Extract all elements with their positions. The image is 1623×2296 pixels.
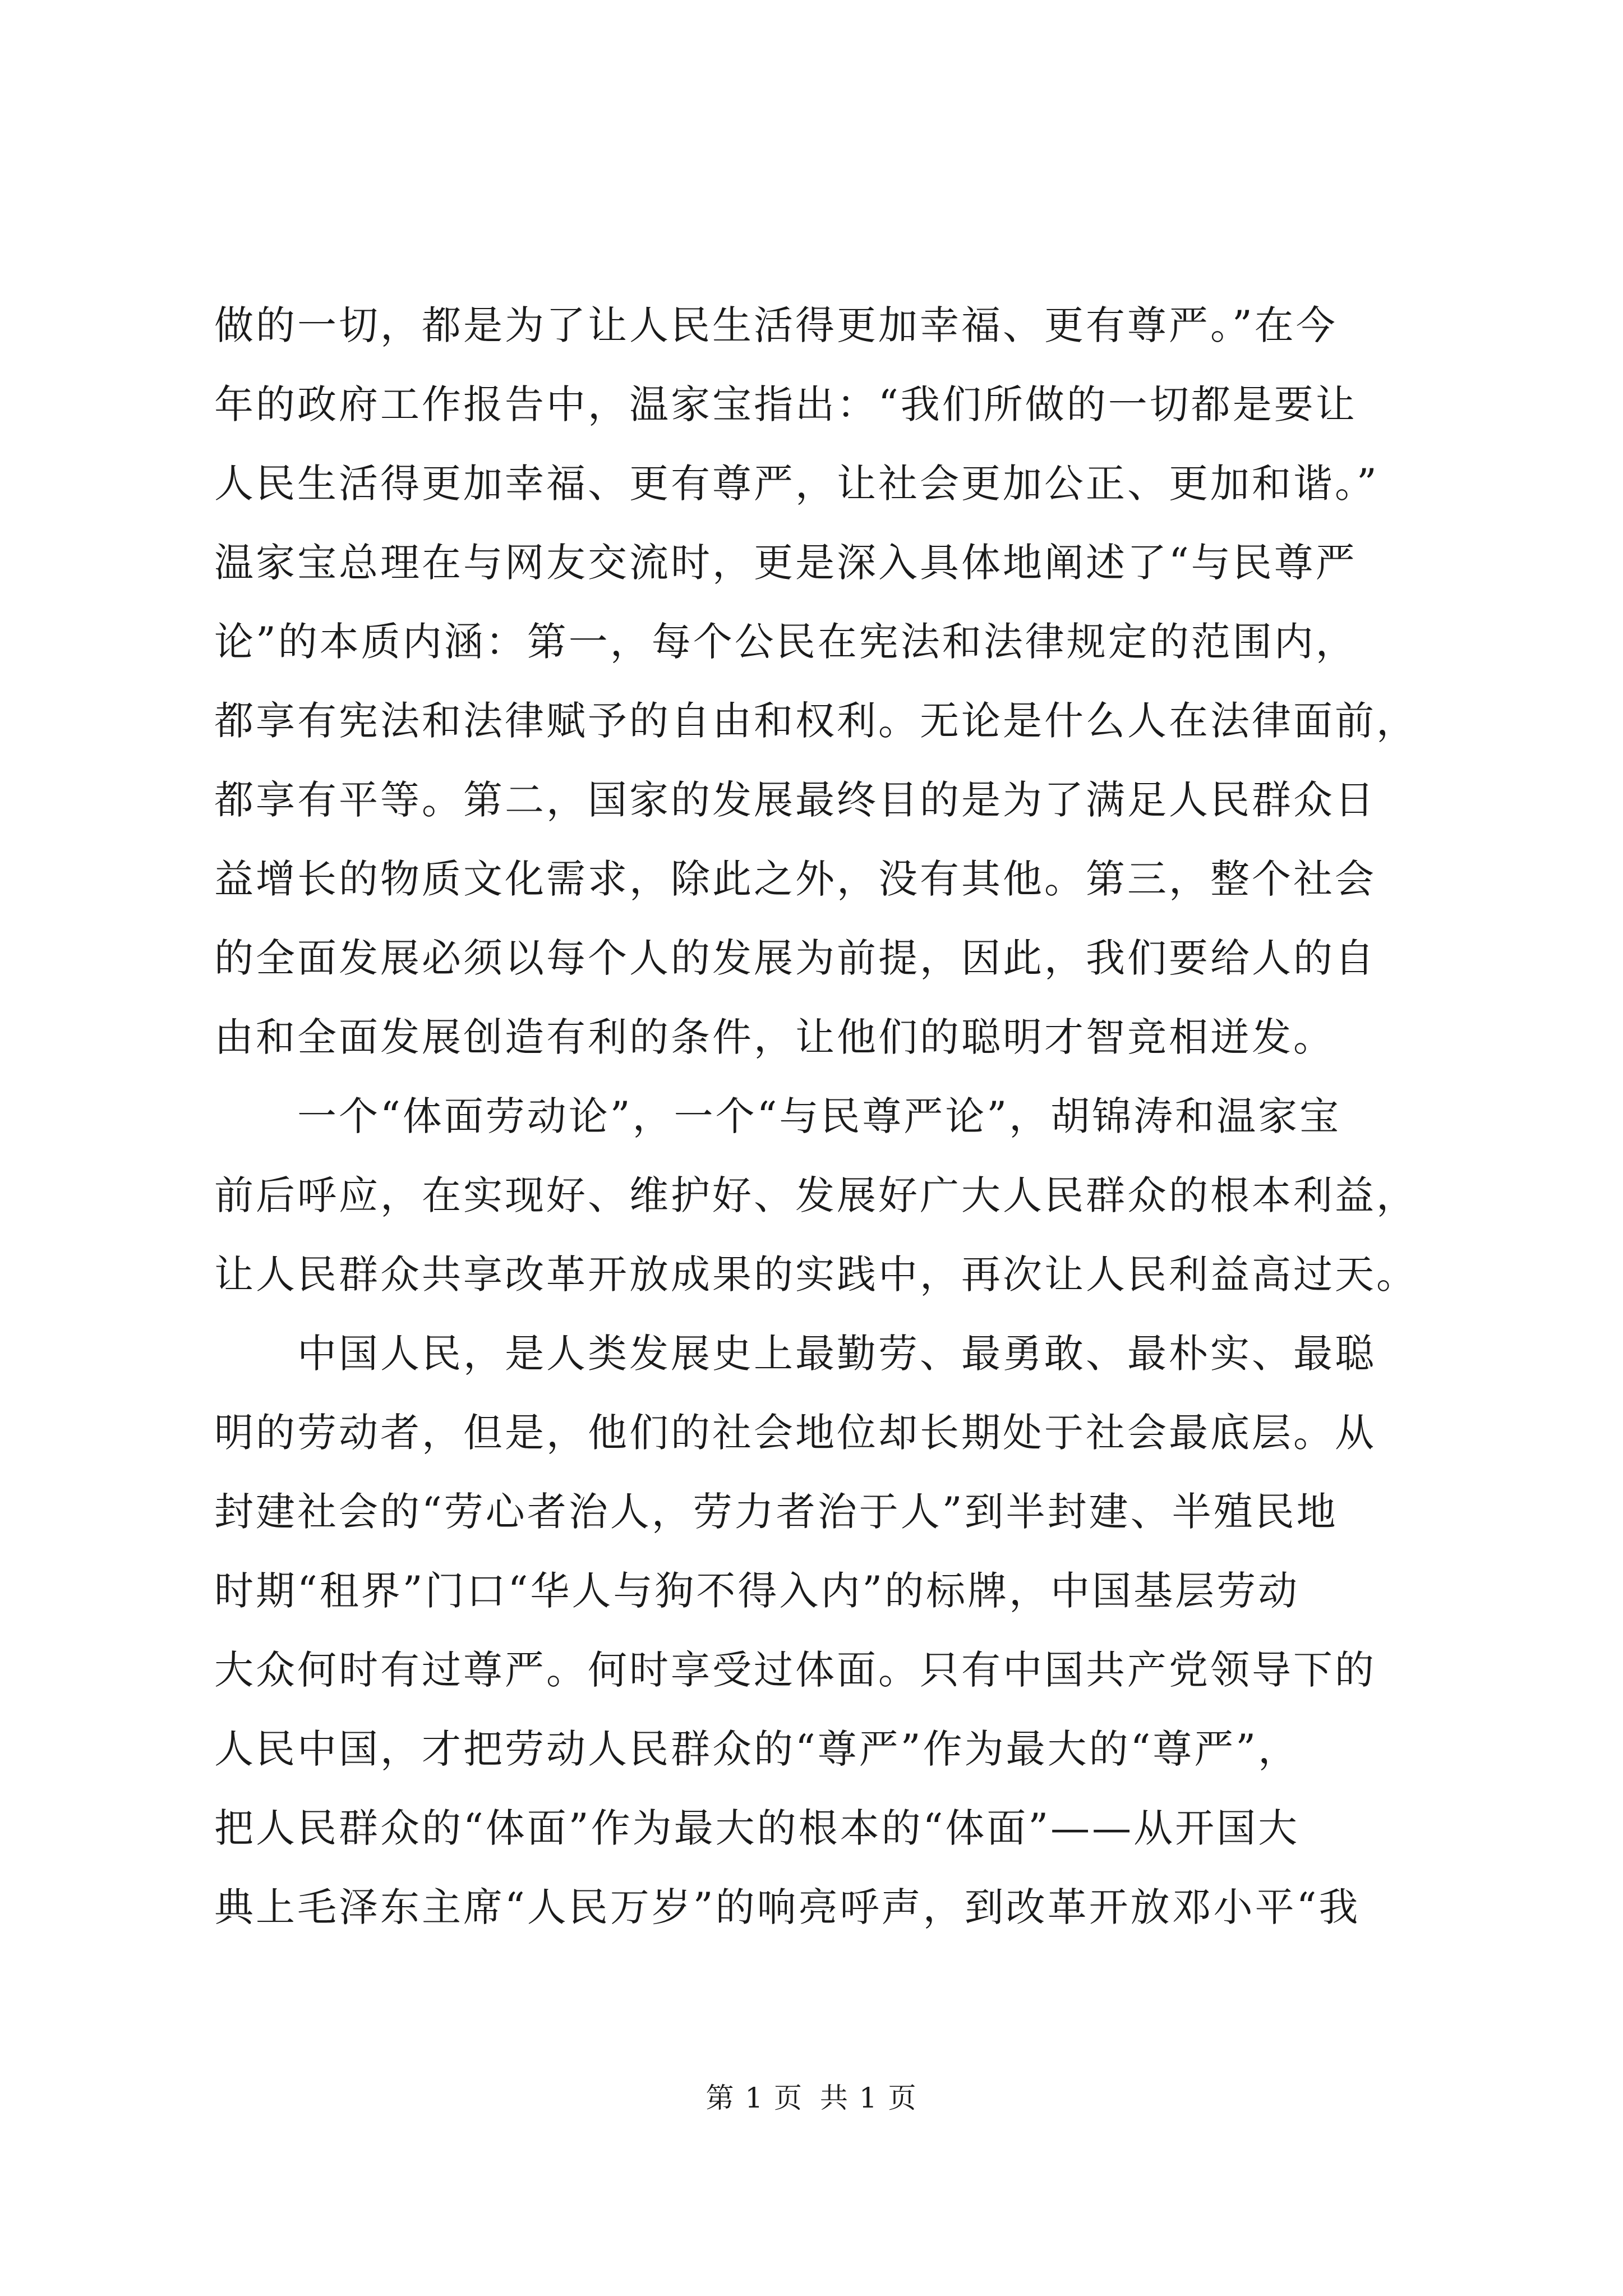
text-line: 温家宝总理在与网友交流时，更是深入具体地阐述了“与民尊严 xyxy=(214,540,1357,586)
text-line: 益增长的物质文化需求，除此之外，没有其他。第三，整个社会 xyxy=(214,856,1376,902)
page-number: 第 1 页 xyxy=(706,2082,804,2114)
text-line: 让人民群众共享改革开放成果的实践中，再次让人民利益高过天。 xyxy=(214,1251,1418,1297)
text-line: 都享有平等。第二，国家的发展最终目的是为了满足人民群众日 xyxy=(214,777,1376,823)
page-footer xyxy=(0,2076,1623,2116)
text-line: 都享有宪法和法律赋予的自由和权利。无论是什么人在法律面前， xyxy=(214,698,1418,744)
text-line: 论”的本质内涵：第一，每个公民在宪法和法律规定的范围内， xyxy=(214,619,1357,665)
text-line: 大众何时有过尊严。何时享受过体面。只有中国共产党领导下的 xyxy=(214,1647,1376,1693)
text-line: 做的一切，都是为了让人民生活得更加幸福、更有尊严。”在今 xyxy=(214,302,1338,348)
text-line: 的全面发展必须以每个人的发展为前提，因此，我们要给人的自 xyxy=(214,935,1376,981)
document-body xyxy=(214,286,1426,1947)
text-line: 把人民群众的“体面”作为最大的根本的“体面”——从开国大 xyxy=(214,1805,1300,1851)
text-line: 年的政府工作报告中，温家宝指出：“我们所做的一切都是要让 xyxy=(214,381,1357,427)
text-line: 人民生活得更加幸福、更有尊严，让社会更加公正、更加和谐。” xyxy=(214,461,1379,507)
text-line: 前后呼应，在实现好、维护好、发展好广大人民群众的根本利益， xyxy=(214,1172,1418,1218)
page-total: 共 1 页 xyxy=(819,2082,917,2114)
text-line: 一个“体面劳动论”，一个“与民尊严论”，胡锦涛和温家宝 xyxy=(214,1093,1341,1139)
text-line: 封建社会的“劳心者治人，劳力者治于人”到半封建、半殖民地 xyxy=(214,1489,1338,1535)
text-line: 时期“租界”门口“华人与狗不得入内”的标牌，中国基层劳动 xyxy=(214,1568,1300,1614)
text-line: 典上毛泽东主席“人民万岁”的响亮呼声，到改革开放邓小平“我 xyxy=(214,1884,1361,1930)
text-line: 明的劳动者，但是，他们的社会地位却长期处于社会最底层。从 xyxy=(214,1410,1376,1456)
text-line: 中国人民，是人类发展史上最勤劳、最勇敢、最朴实、最聪 xyxy=(214,1331,1376,1377)
text-line: 由和全面发展创造有利的条件，让他们的聪明才智竞相迸发。 xyxy=(214,1014,1335,1060)
text-line: 人民中国，才把劳动人民群众的“尊严”作为最大的“尊严”， xyxy=(214,1726,1300,1772)
